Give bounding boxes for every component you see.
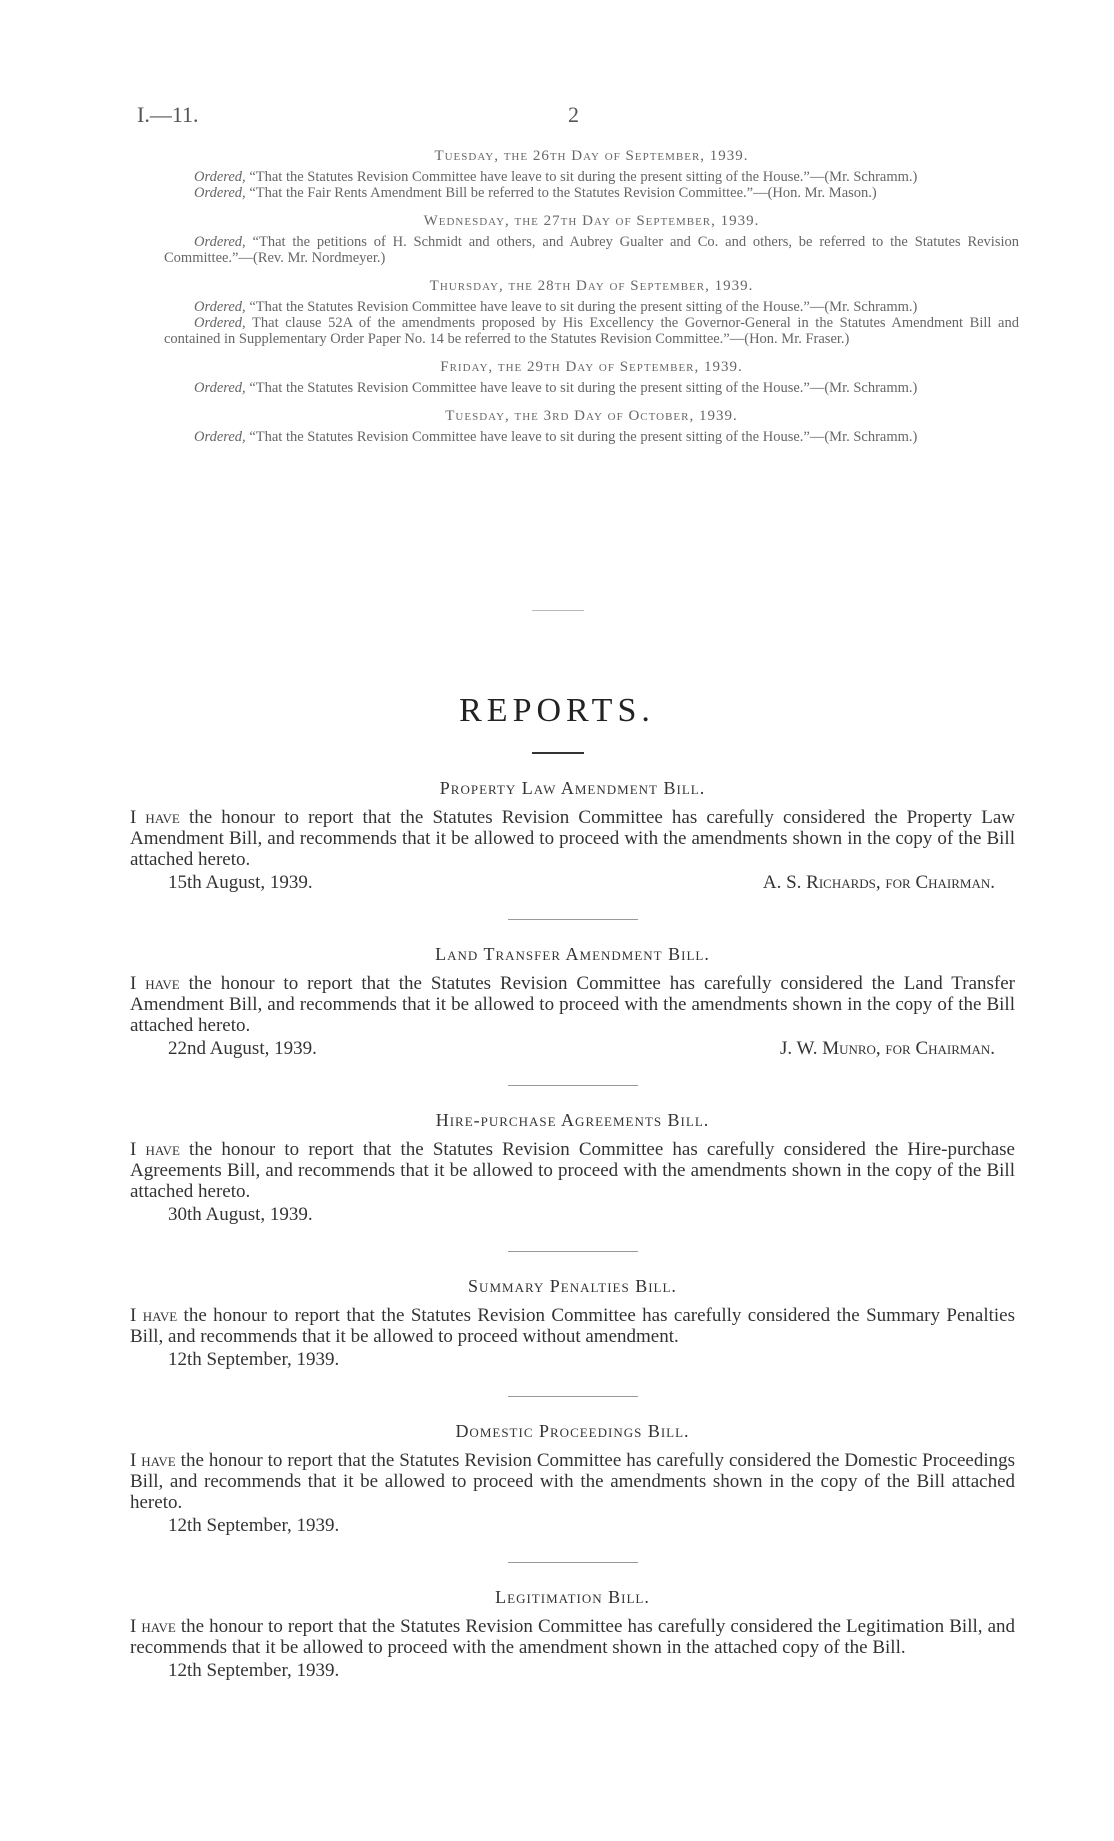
report-date: 12th September, 1939. (168, 1349, 340, 1370)
report-dateline (130, 1515, 1015, 1536)
bill-report (130, 1587, 1015, 1681)
bill-report (130, 1276, 1015, 1370)
ordered-label: Ordered, (194, 234, 246, 250)
bill-report (130, 944, 1015, 1059)
day-entry (164, 359, 1019, 396)
day-entry (164, 278, 1019, 347)
day-date: Wednesday, the 27th Day of September, 1939. (423, 213, 760, 229)
bill-divider (508, 919, 638, 920)
bill-report (130, 778, 1015, 893)
report-text: the honour to report that the Statutes Revision Committee has carefully considered the Domestic Proceedings Bill, and recommends that it be allowed to proceed with the amendments shown in the copy of the Bill attached hereto. (130, 1450, 1016, 1513)
bill-title: Hire-purchase Agreements Bill. (435, 1110, 710, 1130)
section-divider (532, 610, 584, 611)
bill-title: Land Transfer Amendment Bill. (435, 944, 710, 964)
ordered-label: Ordered, (194, 380, 246, 396)
report-date: 12th September, 1939. (168, 1660, 340, 1681)
order-text: “That the petitions of H. Schmidt and others, and Aubrey Gualter and Co. and others, be referred to the Statutes Revision Committee.”—(Rev. Mr. Nordmeyer.) (164, 234, 1020, 266)
bill-divider (508, 1396, 638, 1397)
report-date: 30th August, 1939. (168, 1204, 313, 1225)
report-opening: I have (130, 1450, 176, 1471)
report-dateline (130, 1038, 1015, 1059)
report-dateline (130, 1660, 1015, 1681)
order-paragraph (164, 169, 1019, 185)
report-text: the honour to report that the Statutes Revision Committee has carefully considered the Legitimation Bill, and recommends that it be allowed to proceed with the amendment shown in the attached copy of the Bill. (130, 1616, 1015, 1658)
ordered-label: Ordered, (194, 169, 246, 185)
ordered-label: Ordered, (194, 185, 246, 201)
order-text: “That the Statutes Revision Committee have leave to sit during the present sitting of the House.”—(Mr. Schramm.) (249, 380, 918, 396)
day-entry (164, 213, 1019, 266)
report-dateline (130, 1349, 1015, 1370)
order-paragraph (164, 315, 1019, 347)
report-dateline (130, 872, 1015, 893)
ordered-label: Ordered, (194, 299, 246, 315)
heading-rule (532, 752, 584, 754)
bill-divider (508, 1562, 638, 1563)
day-entry (164, 408, 1019, 445)
bill-divider (508, 1085, 638, 1086)
report-paragraph (130, 807, 1015, 870)
order-paragraph (164, 234, 1019, 266)
report-date: 15th August, 1939. (168, 872, 313, 893)
report-text: the honour to report that the Statutes Revision Committee has carefully considered the Property Law Amendment Bill, and recommends that it be allowed to proceed with the amendments shown in the copy of the Bill attached hereto. (130, 807, 1015, 870)
report-dateline (130, 1204, 1015, 1225)
day-date: Tuesday, the 26th Day of September, 1939. (434, 148, 749, 164)
order-paragraph (164, 185, 1019, 201)
report-text: the honour to report that the Statutes Revision Committee has carefully considered the Land Transfer Amendment Bill, and recommends that it be allowed to proceed with the amendments shown in the copy of the Bill attached hereto. (130, 973, 1015, 1036)
order-text: “That the Statutes Revision Committee have leave to sit during the present sitting of the House.”—(Mr. Schramm.) (249, 169, 918, 185)
bill-title: Summary Penalties Bill. (468, 1276, 677, 1296)
report-paragraph (130, 1450, 1015, 1513)
report-signature: J. W. Munro, for Chairman. (779, 1038, 995, 1059)
paper-reference: I.—11. (137, 102, 199, 127)
report-opening: I have (130, 1139, 180, 1160)
day-entry (164, 148, 1019, 201)
order-text: “That the Statutes Revision Committee have leave to sit during the present sitting of the House.”—(Mr. Schramm.) (249, 299, 918, 315)
report-opening: I have (130, 973, 180, 994)
order-paragraph (164, 429, 1019, 445)
report-paragraph (130, 973, 1015, 1036)
orders-section (164, 148, 1019, 457)
order-paragraph (164, 380, 1019, 396)
report-date: 12th September, 1939. (168, 1515, 340, 1536)
reports-heading: REPORTS. (459, 692, 655, 729)
order-paragraph (164, 299, 1019, 315)
report-opening: I have (130, 1305, 178, 1326)
report-paragraph (130, 1139, 1015, 1202)
page-number: 2 (568, 102, 579, 127)
bill-report (130, 1110, 1015, 1225)
bill-title: Legitimation Bill. (495, 1587, 650, 1607)
bill-divider (508, 1251, 638, 1252)
report-signature: A. S. Richards, for Chairman. (762, 872, 995, 893)
order-text: That clause 52A of the amendments proposed by His Excellency the Governor-General in the Statutes Amendment Bill and contained in Supplementary Order Paper No. 14 be referred to the Statutes Revision Committee.”—(Hon. Mr. Fraser.) (164, 315, 1019, 347)
day-date: Friday, the 29th Day of September, 1939. (440, 359, 743, 375)
order-text: “That the Statutes Revision Committee have leave to sit during the present sitting of the House.”—(Mr. Schramm.) (249, 429, 918, 445)
report-text: the honour to report that the Statutes Revision Committee has carefully considered the Summary Penalties Bill, and recommends that it be allowed to proceed without amendment. (130, 1305, 1015, 1347)
report-opening: I have (130, 807, 180, 828)
ordered-label: Ordered, (194, 315, 246, 331)
report-paragraph (130, 1616, 1015, 1658)
ordered-label: Ordered, (194, 429, 246, 445)
bill-title: Property Law Amendment Bill. (439, 778, 706, 798)
report-text: the honour to report that the Statutes Revision Committee has carefully considered the Hire-purchase Agreements Bill, and recommends that it be allowed to proceed with the amendments shown in the copy of the Bill attached hereto. (130, 1139, 1015, 1202)
day-date: Tuesday, the 3rd Day of October, 1939. (445, 408, 738, 424)
reports-section (130, 778, 1015, 1681)
bill-report (130, 1421, 1015, 1536)
report-date: 22nd August, 1939. (168, 1038, 317, 1059)
order-text: “That the Fair Rents Amendment Bill be referred to the Statutes Revision Committee.”—(Hon. Mr. Mason.) (249, 185, 877, 201)
bill-title: Domestic Proceedings Bill. (455, 1421, 690, 1441)
report-opening: I have (130, 1616, 176, 1637)
report-paragraph (130, 1305, 1015, 1347)
day-date: Thursday, the 28th Day of September, 1939. (429, 278, 754, 294)
